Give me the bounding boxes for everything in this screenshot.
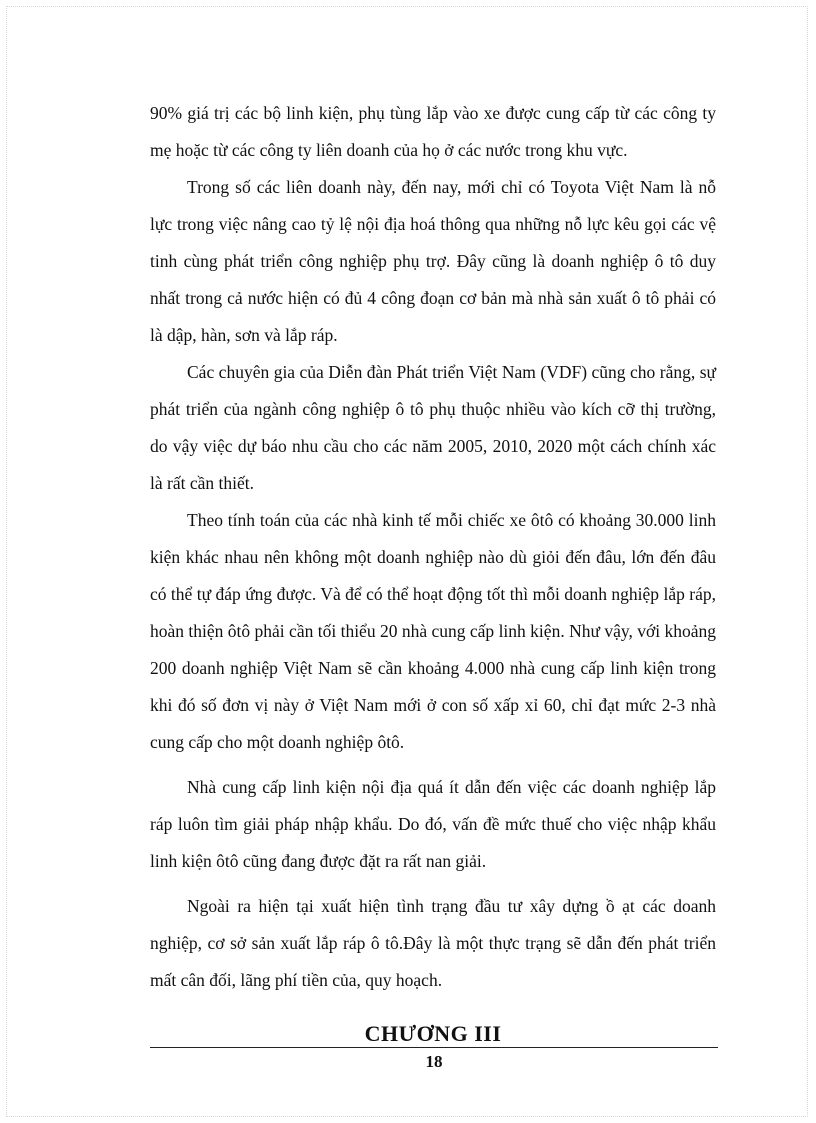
paragraph-investment: Ngoài ra hiện tại xuất hiện tình trạng đầu tư xây dựng ồ ạt các doanh nghiệp, cơ sở sản xuất lắp ráp ô tô.Đây là một thực trạng sẽ dẫn đến phát triển mất cân đối, lãng phí tiền của, quy hoạch. (150, 896, 716, 990)
document-body (150, 95, 716, 1047)
paragraph-components: Theo tính toán của các nhà kinh tế mỗi chiếc xe ôtô có khoảng 30.000 linh kiện khác nhau nên không một doanh nghiệp nào dù giỏi đến đâu, lớn đến đâu có thể tự đáp ứng được. Và để có thể hoạt động tốt thì mỗi doanh nghiệp lắp ráp, hoàn thiện ôtô phải cần tối thiểu 20 nhà cung cấp linh kiện. Như vậy, với khoảng 200 doanh nghiệp Việt Nam sẽ cần khoảng 4.000 nhà cung cấp linh kiện trong khi đó số đơn vị này ở Việt Nam mới ở con số xấp xỉ 60, chỉ đạt mức 2-3 nhà cung cấp cho một doanh nghiệp ôtô. (150, 510, 716, 752)
paragraph-toyota: Trong số các liên doanh này, đến nay, mới chỉ có Toyota Việt Nam là nỗ lực trong việc nâng cao tỷ lệ nội địa hoá thông qua những nỗ lực kêu gọi các vệ tinh cùng phát triển công nghiệp phụ trợ. Đây cũng là doanh nghiệp ô tô duy nhất trong cả nước hiện có đủ 4 công đoạn cơ bản mà nhà sản xuất ô tô phải có là dập, hàn, sơn và lắp ráp. (150, 177, 716, 345)
paragraph-continuation: 90% giá trị các bộ linh kiện, phụ tùng lắp vào xe được cung cấp từ các công ty mẹ hoặc từ các công ty liên doanh của họ ở các nước trong khu vực. (150, 103, 716, 160)
chapter-heading: CHƯƠNG III (364, 1021, 502, 1046)
footer-divider (150, 1047, 718, 1048)
paragraph-suppliers: Nhà cung cấp linh kiện nội địa quá ít dẫn đến việc các doanh nghiệp lắp ráp luôn tìm giải pháp nhập khẩu. Do đó, vấn đề mức thuế cho việc nhập khẩu linh kiện ôtô cũng đang được đặt ra rất nan giải. (150, 777, 716, 871)
paragraph-vdf: Các chuyên gia của Diễn đàn Phát triển Việt Nam (VDF) cũng cho rằng, sự phát triển của ngành công nghiệp ô tô phụ thuộc nhiều vào kích cỡ thị trường, do vậy việc dự báo nhu cầu cho các năm 2005, 2010, 2020 một cách chính xác là rất cần thiết. (150, 362, 716, 493)
page-number: 18 (425, 1052, 443, 1071)
